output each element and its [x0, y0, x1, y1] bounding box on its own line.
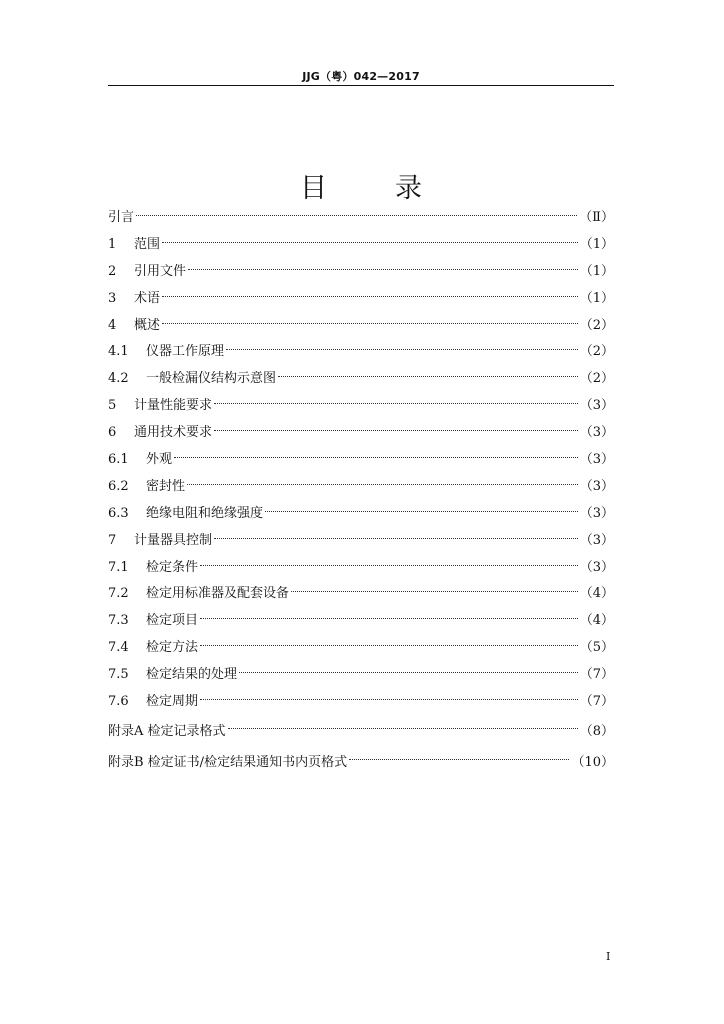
toc-entry-label: 一般检漏仪结构示意图 — [146, 371, 277, 387]
toc-entry-page: （7） — [579, 667, 614, 683]
toc-entry-label: 计量性能要求 — [134, 398, 213, 414]
toc-entry-number: 6.1 — [108, 452, 129, 468]
toc-entry-label: 引用文件 — [134, 263, 187, 279]
toc-entry-6[interactable] — [108, 420, 614, 447]
toc-entry-number: 4.2 — [108, 371, 129, 387]
toc-entry-page: （3） — [579, 425, 614, 441]
toc-leader-dots — [162, 242, 578, 243]
toc-entry-label: 检定项目 — [146, 613, 199, 629]
toc-entry-number: 7.3 — [108, 613, 129, 629]
toc-leader-dots — [136, 215, 577, 216]
toc-entry-page: （1） — [579, 290, 614, 306]
toc-entry-number: 7.6 — [108, 694, 129, 710]
toc-entry-label: 检定结果的处理 — [146, 667, 238, 683]
toc-leader-dots — [291, 591, 578, 592]
toc-entry-page: （3） — [579, 532, 614, 548]
toc-entry-2[interactable] — [108, 259, 614, 286]
toc-entry-number: 3 — [108, 290, 117, 306]
toc-entry-number: 7 — [108, 532, 117, 548]
toc-entry-number: 7.4 — [108, 640, 129, 656]
toc-leader-dots — [278, 376, 578, 377]
toc-entry-7-6[interactable] — [108, 689, 614, 716]
toc-entry-label: 绝缘电阻和绝缘强度 — [146, 505, 264, 521]
header-rule — [108, 85, 614, 86]
toc-entry-label: 附录A 检定记录格式 — [108, 723, 226, 739]
toc-entry-number: 4 — [108, 317, 117, 333]
toc-entry-number: 6 — [108, 425, 117, 441]
toc-leader-dots — [226, 349, 578, 350]
toc-entry-label: 术语 — [134, 290, 161, 306]
page-title — [108, 166, 614, 205]
toc-entry-4-1[interactable] — [108, 339, 614, 366]
toc-entry-7-4[interactable] — [108, 635, 614, 662]
page-number: I — [606, 950, 611, 963]
toc-entry-page: （4） — [579, 613, 614, 629]
toc-entry-label: 概述 — [134, 317, 161, 333]
toc-entry-label: 检定条件 — [146, 559, 199, 575]
toc-entry-number: 7.1 — [108, 559, 129, 575]
toc-entry-number: 1 — [108, 236, 117, 252]
toc-leader-dots — [200, 565, 578, 566]
toc-leader-dots — [200, 699, 578, 700]
toc-entry-page: （Ⅱ） — [579, 210, 614, 225]
toc-entry-label: 范围 — [134, 236, 161, 252]
toc-entry-label: 检定方法 — [146, 640, 199, 656]
document-code-header: JJG（粤）042—2017 — [302, 70, 420, 83]
toc-entry-page: （2） — [579, 317, 614, 333]
toc-entry-page: （1） — [579, 263, 614, 279]
toc-leader-dots — [188, 269, 578, 270]
toc-entry-label: 仪器工作原理 — [146, 344, 225, 360]
toc-entry-page: （3） — [579, 452, 614, 468]
toc-entry-page: （5） — [579, 640, 614, 656]
toc-entry-7-5[interactable] — [108, 662, 614, 689]
toc-entry-3[interactable] — [108, 286, 614, 313]
toc-entry-page: （2） — [579, 371, 614, 387]
toc-leader-dots — [174, 457, 578, 458]
toc-entry-page: （3） — [579, 398, 614, 414]
toc-leader-dots — [187, 484, 578, 485]
toc-entry-7-1[interactable] — [108, 555, 614, 582]
toc-entry-number: 5 — [108, 398, 117, 414]
toc-entry-page: （2） — [579, 344, 614, 360]
title-char-2: 录 — [395, 173, 422, 204]
toc-entry-6-1[interactable] — [108, 447, 614, 474]
toc-leader-dots — [200, 645, 578, 646]
toc-leader-dots — [239, 672, 578, 673]
toc-leader-dots — [214, 403, 578, 404]
toc-entry-number: 6.3 — [108, 505, 129, 521]
toc-entry-number: 7.2 — [108, 586, 129, 602]
toc-entry-page: （3） — [579, 478, 614, 494]
toc-entry-label: 密封性 — [146, 478, 186, 494]
title-char-1: 目 — [300, 173, 327, 204]
toc-entry-number: 7.5 — [108, 667, 129, 683]
toc-entry-page: （3） — [579, 505, 614, 521]
toc-leader-dots — [214, 430, 578, 431]
toc-leader-dots — [162, 296, 578, 297]
toc-entry-preface[interactable] — [108, 205, 614, 232]
toc-entry-7[interactable] — [108, 528, 614, 555]
toc-entry-number: 2 — [108, 263, 117, 279]
toc-entry-number: 4.1 — [108, 344, 129, 360]
toc-entry-page: （10） — [571, 754, 614, 770]
toc-entry-page: （3） — [579, 559, 614, 575]
toc-entry-label: 通用技术要求 — [134, 425, 213, 441]
toc-entry-label: 附录B 检定证书/检定结果通知书内页格式 — [108, 754, 348, 770]
toc-entry-page: （7） — [579, 694, 614, 710]
toc-entry-number: 6.2 — [108, 478, 129, 494]
toc-entry-page: （1） — [579, 236, 614, 252]
toc-entry-6-3[interactable] — [108, 501, 614, 528]
toc-entry-6-2[interactable] — [108, 474, 614, 501]
toc-entry-4[interactable] — [108, 313, 614, 340]
toc-entry-4-2[interactable] — [108, 366, 614, 393]
toc-leader-dots — [228, 728, 578, 729]
toc-entry-appendix-a[interactable] — [108, 716, 614, 747]
toc-leader-dots — [162, 323, 578, 324]
toc-entry-7-2[interactable] — [108, 581, 614, 608]
toc-entry-label: 引言 — [108, 210, 135, 225]
toc-entry-label: 检定用标准器及配套设备 — [146, 586, 290, 602]
toc-entry-7-3[interactable] — [108, 608, 614, 635]
toc-leader-dots — [265, 511, 578, 512]
table-of-contents — [108, 205, 614, 778]
toc-leader-dots — [200, 618, 578, 619]
toc-leader-dots — [214, 538, 578, 539]
toc-entry-label: 检定周期 — [146, 694, 199, 710]
toc-leader-dots — [349, 759, 569, 760]
toc-entry-label: 计量器具控制 — [134, 532, 213, 548]
toc-entry-label: 外观 — [146, 452, 173, 468]
toc-entry-5[interactable] — [108, 393, 614, 420]
toc-entry-page: （4） — [579, 586, 614, 602]
toc-entry-appendix-b[interactable] — [108, 747, 614, 778]
toc-entry-1[interactable] — [108, 232, 614, 259]
toc-entry-page: （8） — [579, 723, 614, 739]
